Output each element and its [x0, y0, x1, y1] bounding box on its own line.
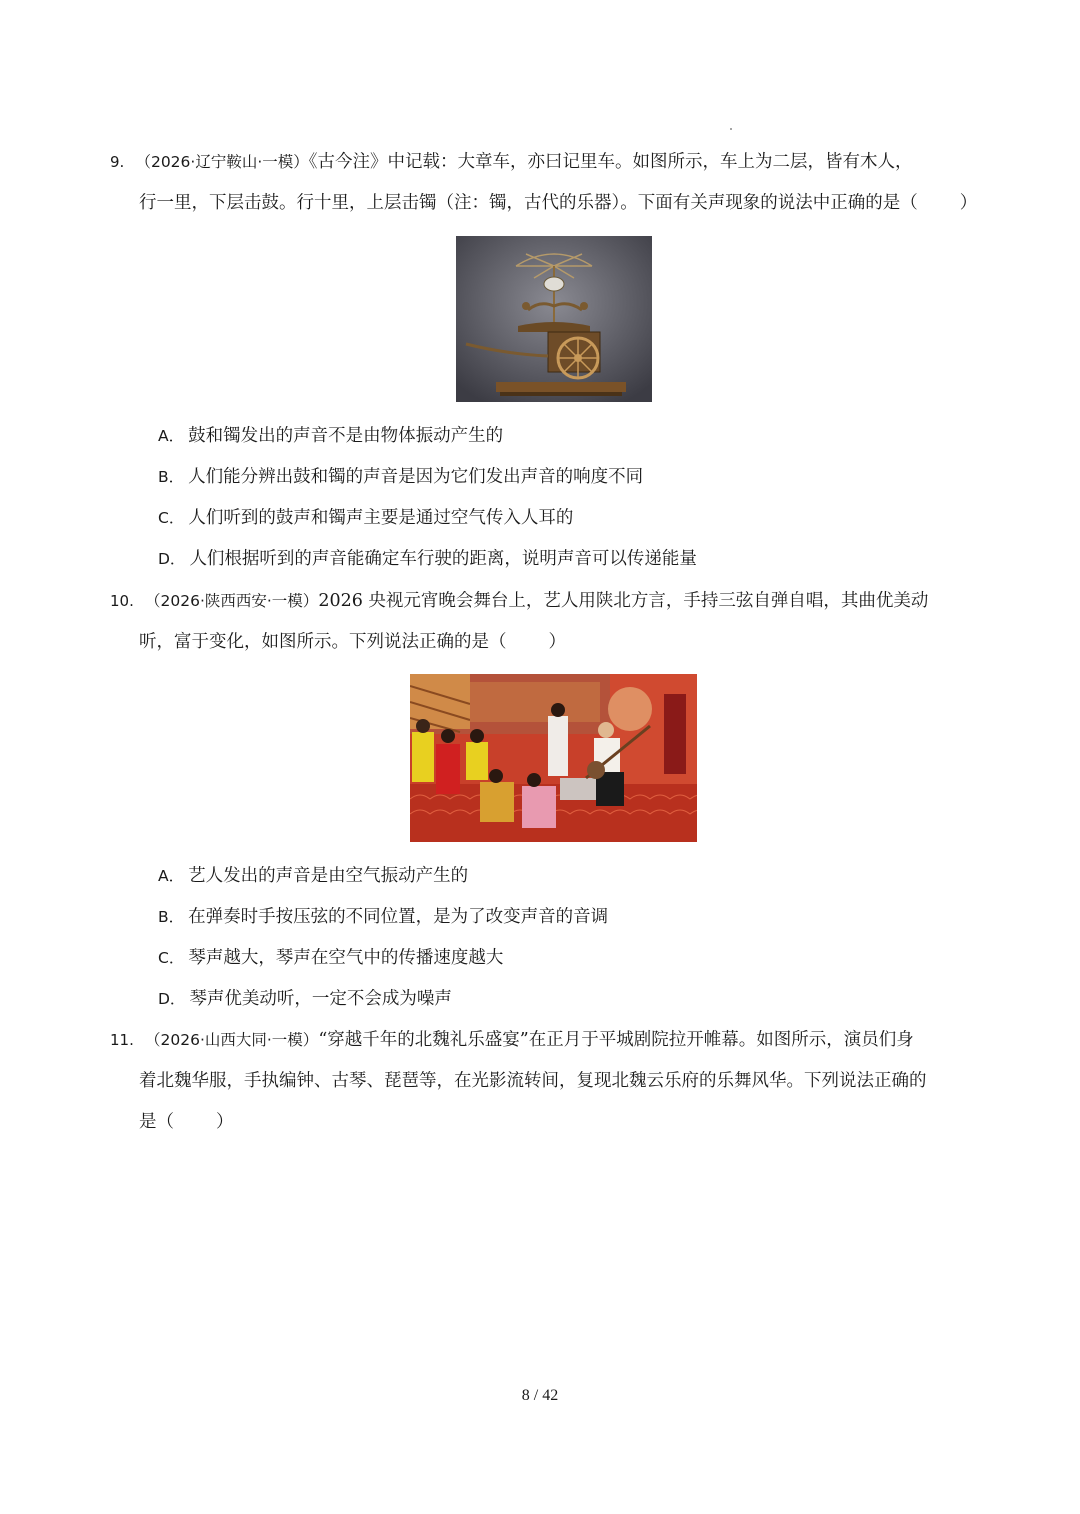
q9-option-a	[158, 424, 503, 448]
q10-option-d	[158, 987, 452, 1011]
stage-performance-photo-icon	[410, 674, 697, 842]
q10-option-d-letter: D．	[158, 990, 186, 1008]
q9-option-c	[158, 506, 573, 530]
q11-line-1	[110, 1028, 914, 1052]
q9-close-paren: ）	[959, 193, 978, 213]
q10-option-c	[158, 946, 503, 970]
q9-option-d-letter: D．	[158, 550, 186, 568]
q9-option-a-text: 鼓和镯发出的声音不是由物体振动产生的	[188, 426, 504, 446]
q9-stem-1: 《古今注》中记载：大章车，亦曰记里车。如图所示，车上为二层，皆有木人，	[308, 152, 913, 172]
q11-source: （2026·山西大同·一模）	[145, 1031, 319, 1049]
q9-option-c-text: 人们听到的鼓声和镯声主要是通过空气传入人耳的	[188, 508, 574, 528]
q10-figure	[410, 674, 697, 842]
q9-option-c-letter: C．	[158, 509, 185, 527]
q11-line-3	[139, 1110, 234, 1134]
q10-option-c-letter: C．	[158, 949, 185, 967]
q10-option-a-text: 艺人发出的声音是由空气振动产生的	[188, 866, 469, 886]
q10-stem-1: 2026 央视元宵晚会舞台上，艺人用陕北方言，手持三弦自弹自唱，其曲优美动	[318, 591, 929, 611]
q9-stem-2: 行一里，下层击鼓。行十里，上层击镯（注：镯，古代的乐器）。下面有关声现象的说法中正确的是（	[139, 193, 918, 213]
q9-option-b	[158, 465, 643, 489]
q10-stem-2: 听，富于变化，如图所示。下列说法正确的是（	[139, 632, 507, 652]
q9-option-a-letter: A．	[158, 427, 185, 445]
q10-option-b-text: 在弹奏时手按压弦的不同位置，是为了改变声音的音调	[188, 907, 609, 927]
q9-option-b-text: 人们能分辨出鼓和镯的声音是因为它们发出声音的响度不同	[188, 467, 644, 487]
q10-line-1	[110, 589, 928, 613]
q9-option-d-text: 人们根据听到的声音能确定车行驶的距离，说明声音可以传递能量	[189, 549, 697, 569]
q10-source: （2026·陕西西安·一模）	[145, 592, 319, 610]
q11-close-paren: ）	[216, 1112, 234, 1132]
scan-dot	[730, 128, 732, 130]
q10-line-2	[139, 630, 566, 654]
q10-option-a	[158, 864, 468, 888]
q9-line-2	[139, 191, 977, 215]
q10-option-b-letter: B．	[158, 908, 185, 926]
q10-option-b	[158, 905, 608, 929]
q10-option-a-letter: A．	[158, 867, 185, 885]
q9-option-b-letter: B．	[158, 468, 185, 486]
q11-stem-3: 是（	[139, 1112, 174, 1132]
q11-stem-2: 着北魏华服，手执编钟、古琴、琵琶等，在光影流转间，复现北魏云乐府的乐舞风华。下列说法正确的	[139, 1071, 927, 1091]
q10-close-paren: ）	[548, 632, 566, 652]
q9-source: （2026·辽宁鞍山·一模）	[135, 153, 309, 171]
q11-line-2	[139, 1069, 927, 1093]
q10-number: 10.	[110, 592, 134, 610]
q10-option-c-text: 琴声越大，琴声在空气中的传播速度越大	[188, 948, 504, 968]
q9-line-1	[110, 150, 913, 174]
q9-figure	[456, 236, 652, 402]
q11-stem-1: “穿越千年的北魏礼乐盛宴”在正月于平城剧院拉开帷幕。如图所示，演员们身	[318, 1030, 914, 1050]
q11-number: 11.	[110, 1031, 134, 1049]
odometer-cart-photo-icon	[456, 236, 652, 402]
q9-option-d	[158, 547, 697, 571]
q10-option-d-text: 琴声优美动听，一定不会成为噪声	[189, 989, 452, 1009]
q9-number: 9.	[110, 153, 125, 171]
page-number: 8 / 42	[521, 1387, 559, 1404]
